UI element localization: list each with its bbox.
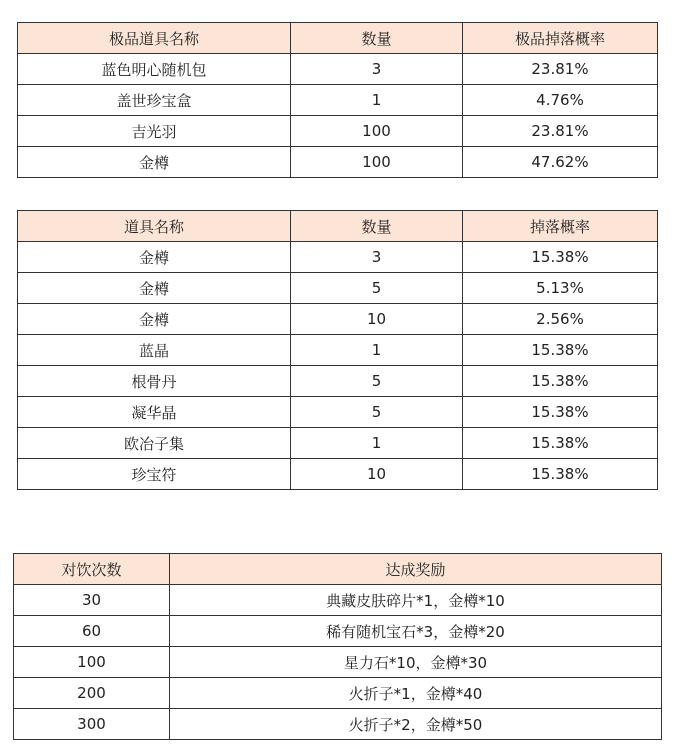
drop-rate-cell: 15.38% [463,397,658,428]
header-item-name: 道具名称 [18,211,291,242]
item-name-cell: 金樽 [18,273,291,304]
table-row [18,85,658,116]
item-name-cell: 凝华晶 [18,397,291,428]
item-name-cell: 盖世珍宝盒 [18,85,291,116]
header-quantity: 数量 [291,211,463,242]
table-row [14,647,662,678]
item-name-cell: 欧冶子集 [18,428,291,459]
table-header-row [18,211,658,242]
quantity-cell: 3 [291,242,463,273]
header-reward: 达成奖励 [170,554,662,585]
drink-reward-table [13,553,662,740]
drink-count-cell: 60 [14,616,170,647]
item-name-cell: 金樽 [18,304,291,335]
quantity-cell: 1 [291,85,463,116]
item-name-cell: 金樽 [18,242,291,273]
quantity-cell: 100 [291,116,463,147]
drop-rate-cell: 5.13% [463,273,658,304]
item-name-cell: 蓝色明心随机包 [18,54,291,85]
drop-rate-cell: 15.38% [463,242,658,273]
quantity-cell: 100 [291,147,463,178]
item-name-cell: 珍宝符 [18,459,291,490]
drop-rate-cell: 23.81% [463,116,658,147]
quantity-cell: 10 [291,459,463,490]
table-row [18,54,658,85]
reward-cell: 火折子*2，金樽*50 [170,709,662,740]
table-row [18,147,658,178]
reward-cell: 星力石*10，金樽*30 [170,647,662,678]
table-row [18,116,658,147]
drop-rate-cell: 15.38% [463,335,658,366]
table-row [18,459,658,490]
drop-rate-cell: 15.38% [463,459,658,490]
quantity-cell: 5 [291,273,463,304]
quantity-cell: 10 [291,304,463,335]
reward-cell: 稀有随机宝石*3，金樽*20 [170,616,662,647]
item-drop-table [17,210,658,490]
table-header-row [14,554,662,585]
table-row [18,366,658,397]
drink-count-cell: 30 [14,585,170,616]
premium-drop-table [17,22,658,178]
item-name-cell: 根骨丹 [18,366,291,397]
table-row [18,428,658,459]
drink-count-cell: 200 [14,678,170,709]
drop-rate-cell: 15.38% [463,366,658,397]
table-row [14,678,662,709]
quantity-cell: 5 [291,366,463,397]
table-row [14,585,662,616]
table-row [18,242,658,273]
quantity-cell: 5 [291,397,463,428]
drink-count-cell: 100 [14,647,170,678]
table-row [18,304,658,335]
drop-rate-cell: 4.76% [463,85,658,116]
table-row [18,397,658,428]
drop-rate-cell: 15.38% [463,428,658,459]
drop-rate-cell: 47.62% [463,147,658,178]
drink-count-cell: 300 [14,709,170,740]
item-name-cell: 吉光羽 [18,116,291,147]
header-quantity: 数量 [291,23,463,54]
quantity-cell: 1 [291,428,463,459]
quantity-cell: 1 [291,335,463,366]
drop-rate-cell: 23.81% [463,54,658,85]
header-drink-count: 对饮次数 [14,554,170,585]
reward-cell: 火折子*1，金樽*40 [170,678,662,709]
drop-rate-cell: 2.56% [463,304,658,335]
reward-cell: 典藏皮肤碎片*1，金樽*10 [170,585,662,616]
table-row [14,616,662,647]
table-row [14,709,662,740]
table-row [18,273,658,304]
header-premium-drop-rate: 极品掉落概率 [463,23,658,54]
quantity-cell: 3 [291,54,463,85]
header-drop-rate: 掉落概率 [463,211,658,242]
table-row [18,335,658,366]
header-premium-item-name: 极品道具名称 [18,23,291,54]
item-name-cell: 金樽 [18,147,291,178]
table-header-row [18,23,658,54]
item-name-cell: 蓝晶 [18,335,291,366]
